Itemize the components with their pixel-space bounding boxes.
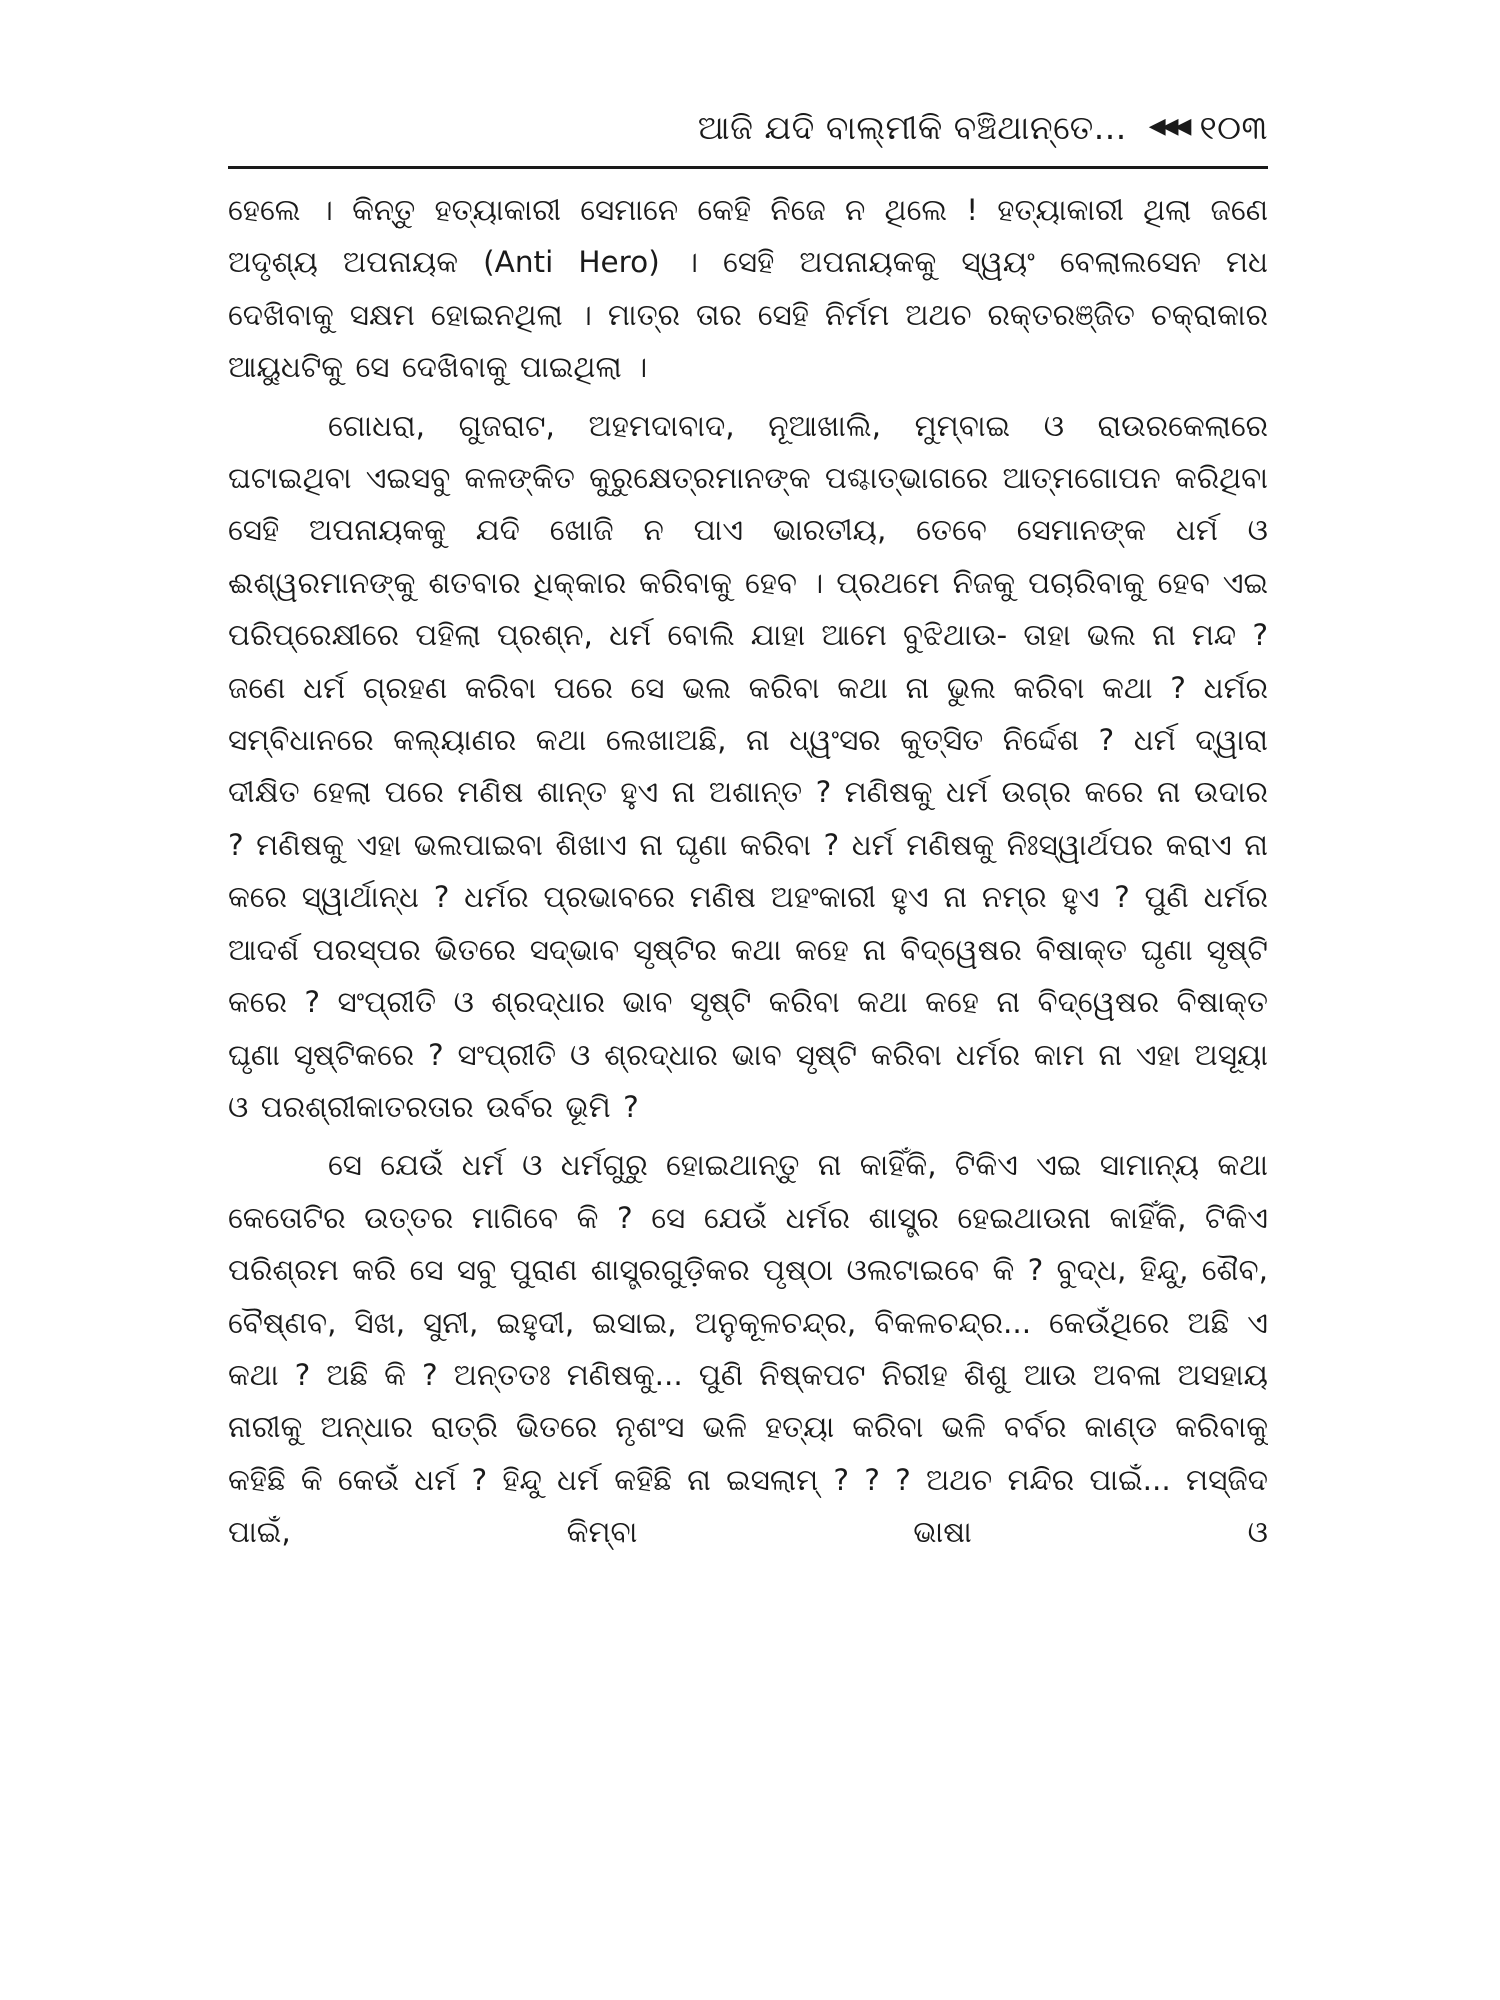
body-text	[228, 184, 1268, 1944]
header-rule	[228, 166, 1268, 169]
running-title: ଆଜି ଯଦି ବାଲ୍ମୀକି ବଞ୍ଚିଥାନ୍ତେ...	[697, 108, 1127, 147]
triple-left-arrow-icon: ◀◀◀	[1148, 113, 1188, 139]
running-header	[228, 100, 1268, 156]
paragraph-2: ଗୋଧରା, ଗୁଜରାଟ, ଅହମଦାବାଦ, ନୂଆଖାଲି, ମୁମ୍ବାଇ ଓ ରାଉରକେଲାରେ ଘଟାଇଥିବା ଏଇସବୁ କଳଙ୍କିତ କୁରୁକ୍ଷେତ୍ରମାନଙ୍କ ପଶ୍ଚାତ୍‌ଭାଗରେ ଆତ୍ମଗୋପନ କରିଥିବା ସେହି ଅପନାୟକକୁ ଯଦି ଖୋଜି ନ ପାଏ ଭାରତୀୟ, ତେବେ ସେମାନଙ୍କ ଧର୍ମ ଓ ଈଶ୍ୱରମାନଙ୍କୁ ଶତବାର ଧିକ୍‌କାର କରିବାକୁ ହେବ । ପ୍ରଥମେ ନିଜକୁ ପଚାରିବାକୁ ହେବ ଏଇ ପରିପ୍ରେକ୍ଷୀରେ ପହିଲା ପ୍ରଶ୍ନ, ଧର୍ମ ବୋଲି ଯାହା ଆମେ ବୁଝିଥାଉ- ତାହା ଭଲ ନା ମନ୍ଦ ? ଜଣେ ଧର୍ମ ଗ୍ରହଣ କରିବା ପରେ ସେ ଭଲ କରିବା କଥା ନା ଭୁଲ କରିବା କଥା ? ଧର୍ମର ସମ୍ବିଧାନରେ କଲ୍ୟାଣର କଥା ଲେଖାଅଛି, ନା ଧ୍ୱଂସର କୁତ୍ସିତ ନିର୍ଦ୍ଦେଶ ? ଧର୍ମ ଦ୍ୱାରା ଦୀକ୍ଷିତ ହେଲା ପରେ ମଣିଷ ଶାନ୍ତ ହୁଏ ନା ଅଶାନ୍ତ ? ମଣିଷକୁ ଧର୍ମ ଉଗ୍ର କରେ ନା ଉଦାର ? ମଣିଷକୁ ଏହା ଭଲପାଇବା ଶିଖାଏ ନା ଘୃଣା କରିବା ? ଧର୍ମ ମଣିଷକୁ ନିଃସ୍ୱାର୍ଥପର କରାଏ ନା କରେ ସ୍ୱାର୍ଥାନ୍ଧ ? ଧର୍ମର ପ୍ରଭାବରେ ମଣିଷ ଅହଂକାରୀ ହୁଏ ନା ନମ୍ର ହୁଏ ? ପୁଣି ଧର୍ମର ଆଦର୍ଶ ପରସ୍ପର ଭିତରେ ସଦ୍‌ଭାବ ସୃଷ୍ଟିର କଥା କହେ ନା ବିଦ୍ୱେଷର ବିଷାକ୍ତ ଘୃଣା ସୃଷ୍ଟି କରେ ? ସଂପ୍ରୀତି ଓ ଶ୍ରଦ୍ଧାର ଭାବ ସୃଷ୍ଟି କରିବା କଥା କହେ ନା ବିଦ୍ୱେଷର ବିଷାକ୍ତ ଘୃଣା ସୃଷ୍ଟିକରେ ? ସଂପ୍ରୀତି ଓ ଶ୍ରଦ୍ଧାର ଭାବ ସୃଷ୍ଟି କରିବା ଧର୍ମର କାମ ନା ଏହା ଅସୂୟା ଓ ପରଶ୍ରୀକାତରତାର ଉର୍ବର ଭୂମି ?	[228, 408, 1268, 1124]
paragraph-3: ସେ ଯେଉଁ ଧର୍ମ ଓ ଧର୍ମଗୁରୁ ହୋଇଥାନ୍ତୁ ନା କାହିଁକି, ଟିକିଏ ଏଇ ସାମାନ୍ୟ କଥା କେତୋଟିର ଉତ୍ତର ମାଗିବେ କି ? ସେ ଯେଉଁ ଧର୍ମର ଶାସ୍ତ୍ର ହେଇଥାଉନା କାହିଁକି, ଟିକିଏ ପରିଶ୍ରମ କରି ସେ ସବୁ ପୁରାଣ ଶାସ୍ତ୍ରଗୁଡ଼ିକର ପୃଷ୍ଠା ଓଲଟାଇବେ କି ? ବୁଦ୍ଧ, ହିନ୍ଦୁ, ଶୈବ, ବୈଷ୍ଣବ, ସିଖ, ସୁନୀ, ଇହୁଦୀ, ଇସାଇ, ଅନୁକୂଳଚନ୍ଦ୍ର, ବିକଳଚନ୍ଦ୍ର... କେଉଁଥିରେ ଅଛି ଏ କଥା ? ଅଛି କି ? ଅନ୍ତତଃ ମଣିଷକୁ... ପୁଣି ନିଷ୍କପଟ ନିରୀହ ଶିଶୁ ଆଉ ଅବଳା ଅସହାୟ ନାରୀକୁ ଅନ୍ଧାର ରାତ୍ରି ଭିତରେ ନୃଶଂସ ଭଳି ହତ୍ୟା କରିବା ଭଳି ବର୍ବର କାଣ୍ଡ କରିବାକୁ କହିଛି କି କେଉଁ ଧର୍ମ ? ହିନ୍ଦୁ ଧର୍ମ କହିଛି ନା ଇସଲାମ୍ ? ? ? ଅଥଚ ମନ୍ଦିର ପାଇଁ... ମସ୍‌ଜିଦ ପାଇଁ, କିମ୍ବା ଭାଷା ଓ	[228, 1148, 1268, 1550]
paragraph-1: ହେଲେ । କିନ୍ତୁ ହତ୍ୟାକାରୀ ସେମାନେ କେହି ନିଜେ ନ ଥିଲେ ! ହତ୍ୟାକାରୀ ଥିଲା ଜଣେ ଅଦୃଶ୍ୟ ଅପନାୟକ (Anti Hero) । ସେହି ଅପନାୟକକୁ ସ୍ୱୟଂ ବେଲାଲସେନ ମଧ ଦେଖିବାକୁ ସକ୍ଷମ ହୋଇନଥିଲା । ମାତ୍ର ତାର ସେହି ନିର୍ମମ ଅଥଚ ରକ୍ତରଞ୍ଜିତ ଚକ୍ରାକାର ଆୟୁଧଟିକୁ ସେ ଦେଖିବାକୁ ପାଇଥିଲା ।	[228, 193, 1268, 385]
page-number: ୧୦୩	[1199, 108, 1268, 147]
